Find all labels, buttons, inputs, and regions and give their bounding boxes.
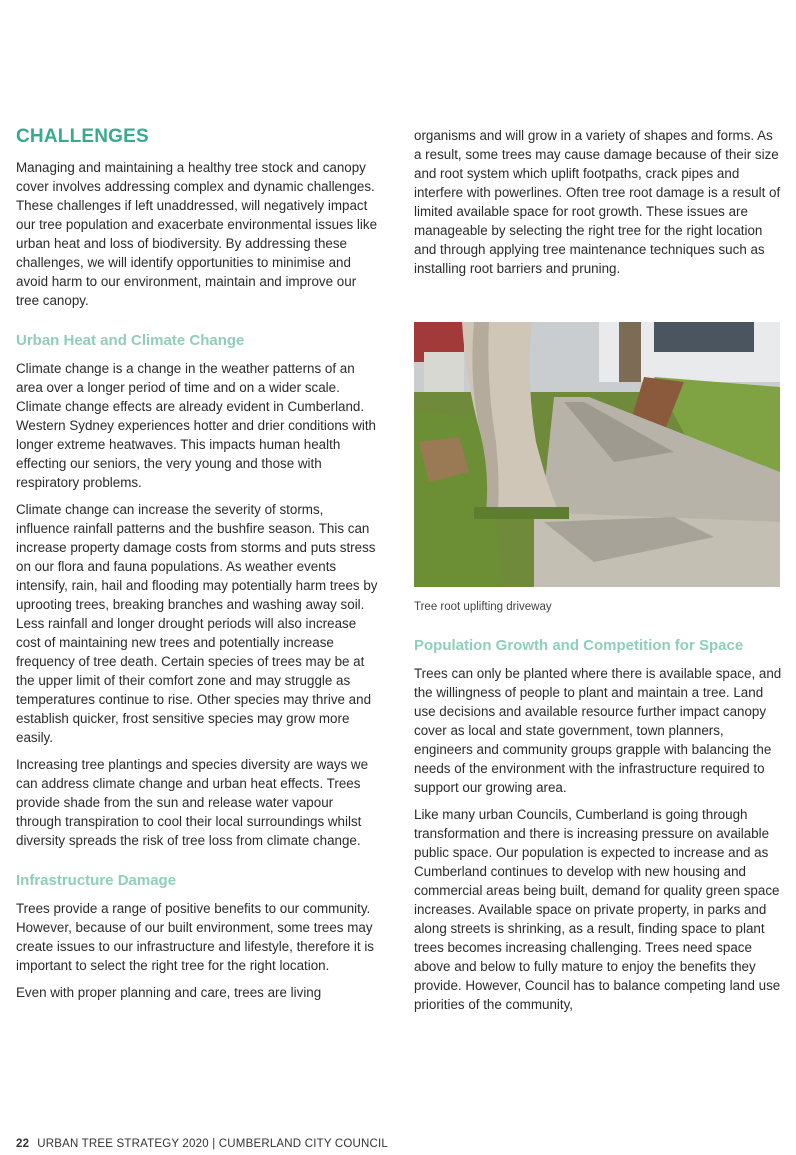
infrastructure-paragraph-1: Trees provide a range of positive benefits to our community. However, because of our built environment, some trees may create issues to our infrastructure and lifestyle, therefore it is important to select the right tree for the right location.	[16, 901, 374, 973]
urban-heat-paragraph-2: Climate change can increase the severity of storms, influence rainfall patterns and the bushfire season. This can increase property damage costs from storms and puts stress on our flora and fauna populations. As weather events intensify, rain, hail and flooding may potentially harm trees by uprooting trees, breaking branches and washing away soil. Less rainfall and longer drought periods will also increase cost of maintaining new trees and potentially increase frequency of tree death. Certain species of trees may be at the upper limit of their comfort zone and may struggle as temperatures continue to rise. Other species may thrive and establish quicker, frost sensitive species may grow more easily.	[16, 502, 378, 745]
urban-heat-heading: Urban Heat and Climate Change	[16, 332, 245, 349]
infrastructure-heading: Infrastructure Damage	[16, 872, 177, 889]
left-column	[16, 126, 378, 1010]
urban-heat-paragraph-3: Increasing tree plantings and species diversity are ways we can address climate change and urban heat effects. Trees provide shade from the sun and release water vapour through transpiration to cool their local surroundings whilst diversity spreads the risk of tree loss from climate change.	[16, 757, 369, 848]
right-column	[414, 126, 782, 1022]
infrastructure-continued-paragraph: organisms and will grow in a variety of shapes and forms. As a result, some trees may cause damage because of their size and root system which uplift footpaths, crack pipes and interfere with powerlines. Often tree root damage is a result of limited available space for root growth. These issues are manageable by selecting the right tree for the right location and through applying tree maintenance techniques such as installing root barriers and pruning.	[414, 128, 781, 276]
page-number: 22	[16, 1138, 30, 1150]
photo-caption: Tree root uplifting driveway	[414, 601, 552, 613]
footer-title: URBAN TREE STRATEGY 2020 | CUMBERLAND CITY COUNCIL	[37, 1138, 389, 1150]
challenges-paragraph: Managing and maintaining a healthy tree stock and canopy cover involves addressing complex and dynamic challenges. These challenges if left unaddressed, will negatively impact our tree population and exacerbate environmental issues like urban heat and loss of biodiversity. By addressing these challenges, we will identify opportunities to minimise and avoid harm to our environment, maintain and improve our tree canopy.	[16, 160, 378, 308]
page-footer	[16, 1138, 388, 1150]
infrastructure-paragraph-2: Even with proper planning and care, trees are living	[16, 985, 322, 1000]
population-paragraph-2: Like many urban Councils, Cumberland is going through transformation and there is increasing pressure on available public space. Our population is expected to increase and as Cumberland continues to develop with new housing and commercial areas being built, demand for quality green space increases. Available space on private property, in parks and along streets is shrinking, as a result, finding space to plant trees becomes increasing challenging. Trees need space above and below to fully mature to enjoy the benefits they provide. However, Council has to balance competing land use priorities of the community,	[414, 807, 781, 1012]
population-paragraph-1: Trees can only be planted where there is available space, and the willingness of people to plant and maintain a tree. Land use decisions and available resource further impact canopy cover as local and state government, town planners, engineers and community groups grapple with balancing the needs of the environment with the infrastructure required to support our growing area.	[414, 666, 782, 795]
tree-root-photo	[414, 322, 780, 587]
challenges-heading: CHALLENGES	[16, 126, 149, 147]
urban-heat-paragraph-1: Climate change is a change in the weather patterns of an area over a longer period of time and on a wider scale. Climate change effects are already evident in Cumberland. Western Sydney experiences hotter and drier conditions with longer extreme heatwaves. This impacts human health effecting our seniors, the very young and those with respiratory problems.	[16, 361, 377, 490]
population-heading: Population Growth and Competition for Space	[414, 637, 744, 654]
